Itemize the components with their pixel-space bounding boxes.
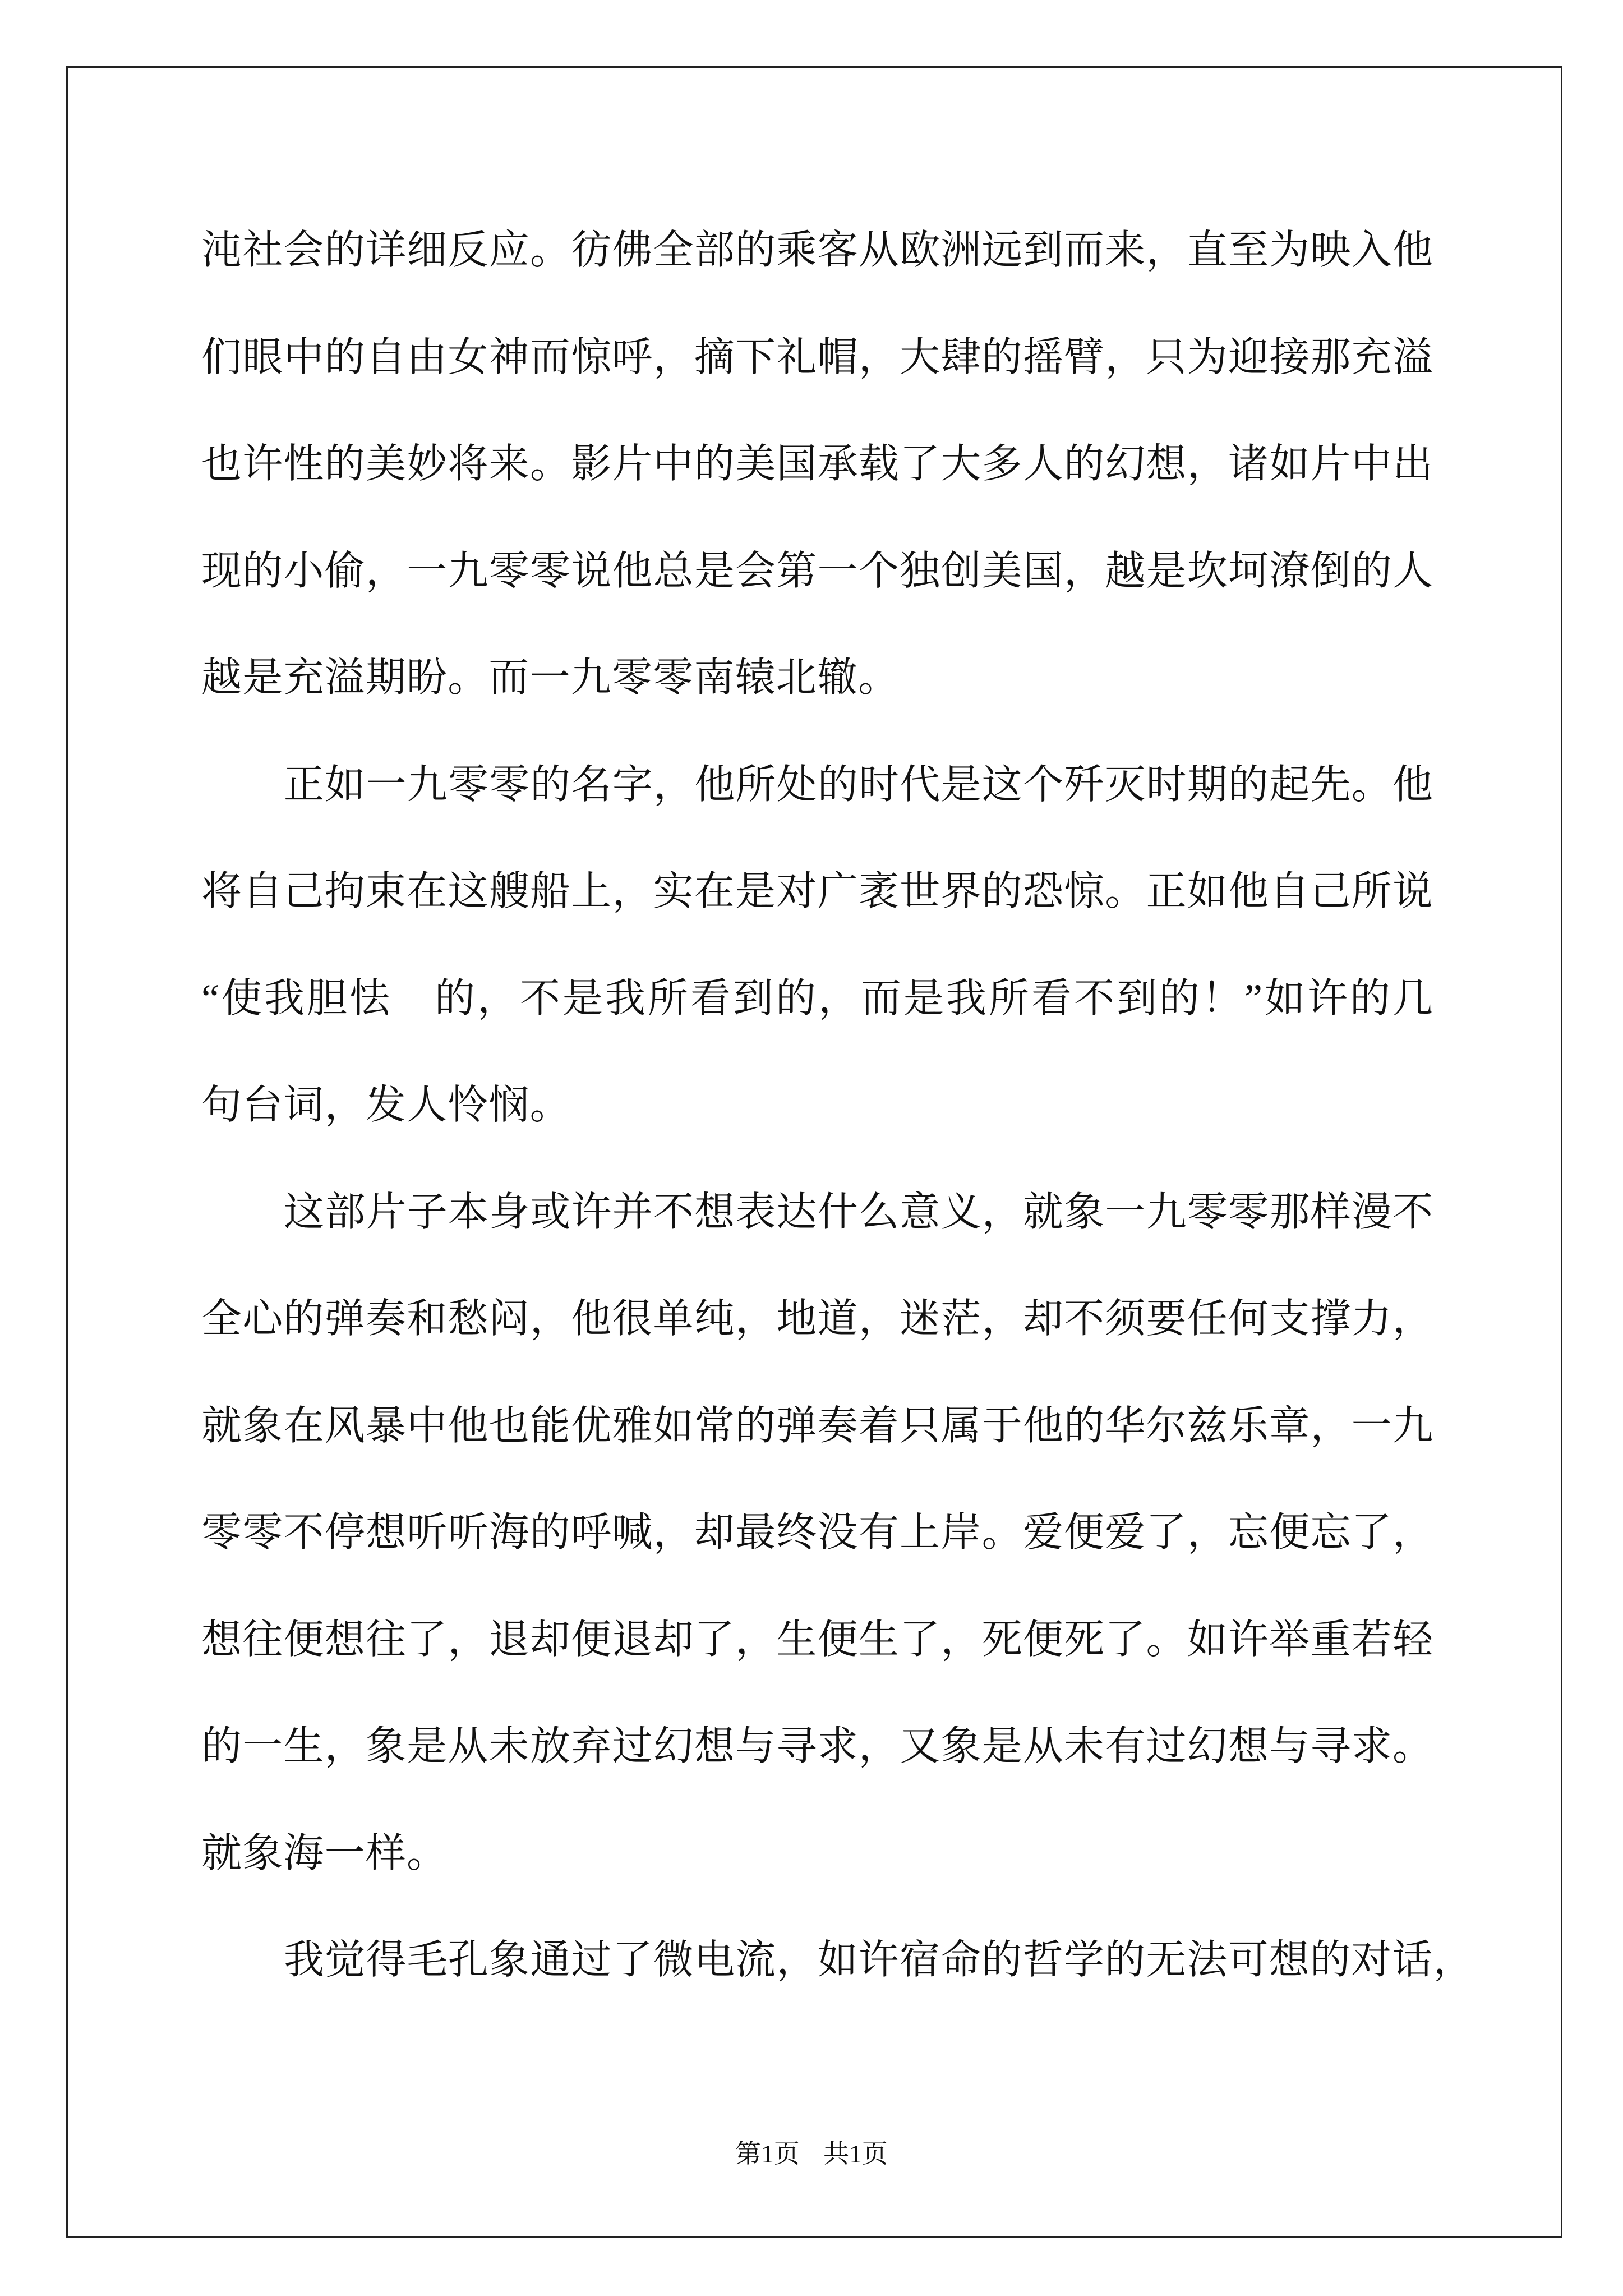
document-body [201,197,1474,2014]
text-line: 正如一九零零的名字，他所处的时代是这个歼灭时期的起先。他 [284,762,1433,807]
text-line: 也许性的美妙将来。影片中的美国承载了大多人的幻想，诸如片中出 [201,441,1433,486]
text-line: 们眼中的自由女神而惊呼，摘下礼帽，大肆的摇臂，只为迎接那充溢 [201,334,1433,380]
text-line: 全心的弹奏和愁闷，他很单纯，地道，迷茫，却不须要任何支撑力， [201,1296,1433,1341]
page-footer [0,2137,1623,2171]
text-line: 句台词，发人怜悯。 [201,1083,571,1128]
text-line: “使我胆怯 的，不是我所看到的，而是我所看不到的！”如许的几 [201,976,1433,1021]
text-line: 这部片子本身或许并不想表达什么意义，就象一九零零那样漫不 [284,1189,1433,1235]
text-line: 现的小偷，一九零零说他总是会第一个独创美国，越是坎坷潦倒的人 [201,548,1433,593]
text-line: 就象海一样。 [201,1830,448,1876]
text-line: 沌社会的详细反应。彷佛全部的乘客从欧洲远到而来，直至为映入他 [201,228,1433,273]
text-line: 就象在风暴中他也能优雅如常的弹奏着只属于他的华尔兹乐章，一九 [201,1403,1433,1448]
page-number: 第1页 [735,2139,800,2168]
text-line: 将自己拘束在这艘船上，实在是对广袤世界的恐惊。正如他自己所说 [201,869,1433,914]
text-line: 我觉得毛孔象通过了微电流，如许宿命的哲学的无法可想的对话， [284,1938,1474,1982]
text-line: 的一生，象是从未放弃过幻想与寻求，又象是从未有过幻想与寻求。 [201,1724,1433,1769]
page-total: 共1页 [823,2139,888,2168]
paragraph [201,197,1433,731]
text-line: 想往便想往了，退却便退却了，生便生了，死便死了。如许举重若轻 [201,1617,1433,1662]
text-line: 零零不停想听听海的呼喊，却最终没有上岸。爱便爱了，忘便忘了， [201,1510,1433,1555]
paragraph [201,1159,1433,1907]
paragraph [201,731,1433,1159]
text-line: 越是充溢期盼。而一九零零南辕北辙。 [201,655,900,700]
paragraph [201,1907,1474,2014]
